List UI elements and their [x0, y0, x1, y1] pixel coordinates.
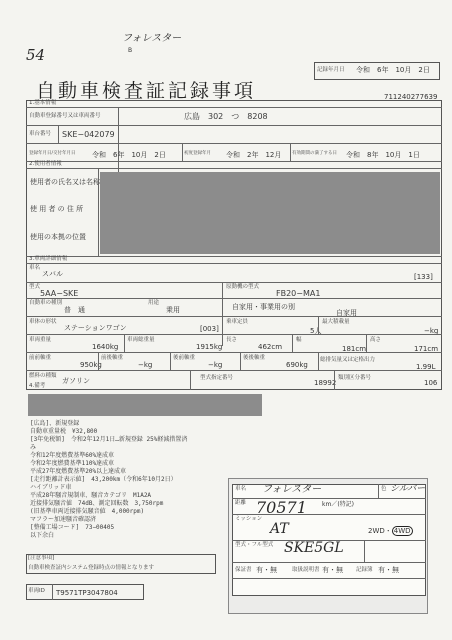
card-grade-label: 型式・フル型式 [235, 542, 274, 548]
divider [318, 352, 319, 370]
remarks-block [30, 420, 187, 540]
divider [58, 125, 59, 143]
rear-front-axle-value: −kg [208, 361, 223, 369]
class-label: 類別区分番号 [338, 375, 372, 381]
issued-value: 令和 6年 10月 2日 [92, 151, 166, 159]
expiry-label: 有効期間の満了する日 [292, 151, 337, 156]
record-date-value: 令和 6年 10月 2日 [356, 66, 430, 74]
card-odometer-label: 距離 [235, 500, 247, 506]
reg-value: 広島 302 つ 8208 [184, 112, 268, 121]
type-value: 5AA−SKE [40, 289, 79, 298]
divider [26, 316, 442, 317]
divider [26, 168, 442, 169]
divider [290, 143, 291, 161]
rear-rear-axle-label: 後後軸重 [243, 355, 266, 361]
card-mission-value: AT [270, 521, 289, 537]
body-code: [003] [200, 325, 219, 333]
engine-label: 原動機の型式 [226, 284, 260, 290]
divider [26, 352, 442, 353]
divider [124, 334, 125, 352]
chassis-value: SKE−042079 [62, 130, 115, 139]
body-label: 車体の形状 [29, 319, 57, 325]
divider [98, 352, 99, 370]
card-record-label: 記録簿 [356, 567, 373, 573]
height-label: 高さ [370, 337, 382, 343]
rear-rear-axle-value: 690kg [286, 361, 308, 369]
divider [26, 334, 442, 335]
card-warranty-value: 有・無 [256, 566, 277, 574]
section3-heading: 3.車両詳細情報 [29, 256, 68, 262]
divider [26, 298, 442, 299]
card-color-label: 色 [381, 486, 387, 492]
section4-heading: 4.備考 [29, 383, 46, 389]
record-date-label: 記録年月日 [317, 67, 345, 73]
capacity-value: 5人 [310, 327, 322, 335]
section2-heading: 2.使用者情報 [29, 161, 62, 167]
divider [318, 316, 319, 334]
base-location-label: 使用の本拠の位置 [30, 233, 86, 241]
remark-line: [広島]、新規登録 [30, 420, 80, 427]
card-manual-label: 取扱説明書 [292, 567, 320, 573]
divider [292, 334, 293, 352]
displacement-label: 総排気量又は定格出力 [320, 357, 376, 363]
remark-line: 平成28年騒音規制車、騒音カテゴリ M1A2A [30, 492, 152, 499]
card-mission-label: ミッション [235, 516, 263, 522]
card-warranty-label: 保証書 [235, 567, 252, 573]
front-front-axle-label: 前前軸重 [29, 355, 52, 361]
maker-value: スバル [42, 270, 63, 278]
use-value: 乗用 [166, 306, 180, 314]
divider [26, 256, 442, 257]
remark-line: ハイブリッド車 [30, 484, 72, 491]
body-value: ステーションワゴン [64, 324, 127, 332]
divider [240, 352, 241, 370]
divider [364, 540, 365, 562]
serial-number: 711240277639 [384, 93, 438, 101]
card-name-value: フォレスター [262, 484, 322, 495]
divider [26, 161, 442, 162]
front-rear-axle-label: 前後軸重 [101, 355, 124, 361]
card-odometer-value: 70571 [256, 498, 307, 517]
section1-heading: 1.基本情報 [29, 100, 57, 106]
remark-line: 令和2年度燃費基準110%達成車 [30, 460, 115, 467]
drive-2wd-option: 2WD [368, 527, 385, 535]
engine-value: FB20−MA1 [276, 289, 321, 298]
max-load-label: 最大積載量 [322, 319, 350, 325]
divider [170, 352, 171, 370]
drive-4wd-option: 4WD [393, 527, 411, 535]
divider [26, 107, 442, 108]
remark-line: 近接排気騒音値 74dB、測定回転数 3,750rpm [30, 500, 164, 507]
divider [232, 562, 426, 563]
divider [232, 578, 426, 579]
width-value: 181cm [342, 345, 367, 353]
front-rear-axle-value: −kg [138, 361, 153, 369]
divider [98, 168, 99, 256]
weight-label: 車両重量 [29, 337, 52, 343]
card-color-value: シルバー [390, 484, 426, 494]
expiry-value: 令和 8年 10月 1日 [346, 151, 420, 159]
page-title: 自動車検査証記録事項 [36, 80, 257, 102]
use2-value: 自家用・事業用の別 [232, 303, 295, 311]
divider [366, 334, 367, 352]
divider [26, 263, 442, 264]
notice-text: 自動車検査証内システム登録時点の情報となります [28, 565, 154, 571]
card-manual-value: 有・無 [322, 566, 343, 574]
drive-separator: ・ [384, 527, 392, 535]
remark-line: マフラー加速騒音確認済 [30, 516, 97, 523]
divider [190, 370, 191, 390]
first-reg-value: 令和 2年 12月 [226, 151, 282, 159]
redaction-remarks [28, 394, 262, 416]
weight-value: 1640kg [92, 343, 119, 351]
small-mark: B [128, 47, 133, 54]
use-label: 用途 [148, 300, 160, 306]
gross-value: 1915kg [196, 343, 223, 351]
length-label: 長さ [226, 337, 238, 343]
divider [378, 484, 379, 498]
divider [52, 584, 53, 600]
kind-value: 普 通 [64, 306, 85, 314]
fuel-label: 燃料の種類 [29, 373, 57, 379]
type-label: 型式 [29, 284, 41, 290]
remark-line: (旧基準車両近接排気騒音値 4,000rpm) [30, 508, 145, 515]
car-id-label: 車両ID [28, 588, 45, 594]
handwritten-model-note: フォレスター [122, 33, 182, 44]
displacement-value: 1.99L [416, 363, 436, 371]
user-address-label: 使 用 者 の 住 所 [30, 205, 84, 213]
remark-line: 令和12年度燃費基準60%達成車 [30, 452, 115, 459]
notice-label: [注意事項] [28, 555, 55, 561]
card-grade-value: SKE5GL [284, 540, 344, 556]
divider [334, 370, 335, 390]
redaction-user-info [100, 172, 440, 254]
card-record-value: 有・無 [378, 566, 399, 574]
card-drive-row [368, 528, 413, 535]
first-reg-label: 初度登録年月 [184, 151, 211, 156]
max-load-value: −kg [424, 327, 439, 335]
car-id-value: T9571TP3047804 [56, 589, 118, 597]
divider [26, 370, 442, 371]
remark-line: 以下余白 [30, 532, 55, 539]
card-name-label: 車名 [235, 486, 247, 492]
remark-line: 平成27年度燃費基準20%以上達成車 [30, 468, 127, 475]
remark-line: [3年免税額] 令和2年12月1日…新規登録 25%軽減措置済 [30, 436, 188, 443]
divider [182, 143, 183, 161]
width-label: 幅 [296, 337, 302, 343]
class-value: 106 [424, 379, 438, 387]
user-name-label: 使用者の氏名又は名称 [30, 178, 100, 186]
height-value: 171cm [414, 345, 439, 353]
remark-line: [整備工場コード] 73−00405 [30, 524, 115, 531]
gross-label: 車両総重量 [127, 337, 155, 343]
capacity-label: 乗車定員 [226, 319, 249, 325]
maker-code: [133] [414, 273, 433, 281]
card-odometer-unit: km／(特記) [322, 501, 355, 508]
length-value: 462cm [258, 343, 283, 351]
handwritten-number: 54 [26, 46, 46, 64]
kind-label: 自動車の種別 [29, 300, 63, 306]
private-value: 自家用 [336, 309, 357, 317]
front-front-axle-value: 950kg [80, 361, 102, 369]
fuel-value: ガソリン [62, 377, 90, 385]
cert-value: 18992 [314, 379, 337, 387]
cert-label: 型式指定番号 [200, 375, 234, 381]
issued-label: 登録年月日/交付年月日 [29, 151, 76, 156]
maker-label: 車名 [29, 265, 41, 271]
divider [26, 282, 442, 283]
remark-line: み [30, 444, 37, 451]
remark-line: [走行距離計表示値] 43,200km（令和6年10月2日） [30, 476, 177, 483]
reg-label: 自動車登録番号又は車両番号 [29, 113, 101, 119]
divider [26, 125, 442, 126]
chassis-label: 車台番号 [29, 131, 52, 137]
rear-front-axle-label: 後前軸重 [173, 355, 196, 361]
remark-line: 自動車重量税 ¥32,800 [30, 428, 98, 435]
divider [222, 282, 223, 346]
divider [26, 143, 442, 144]
